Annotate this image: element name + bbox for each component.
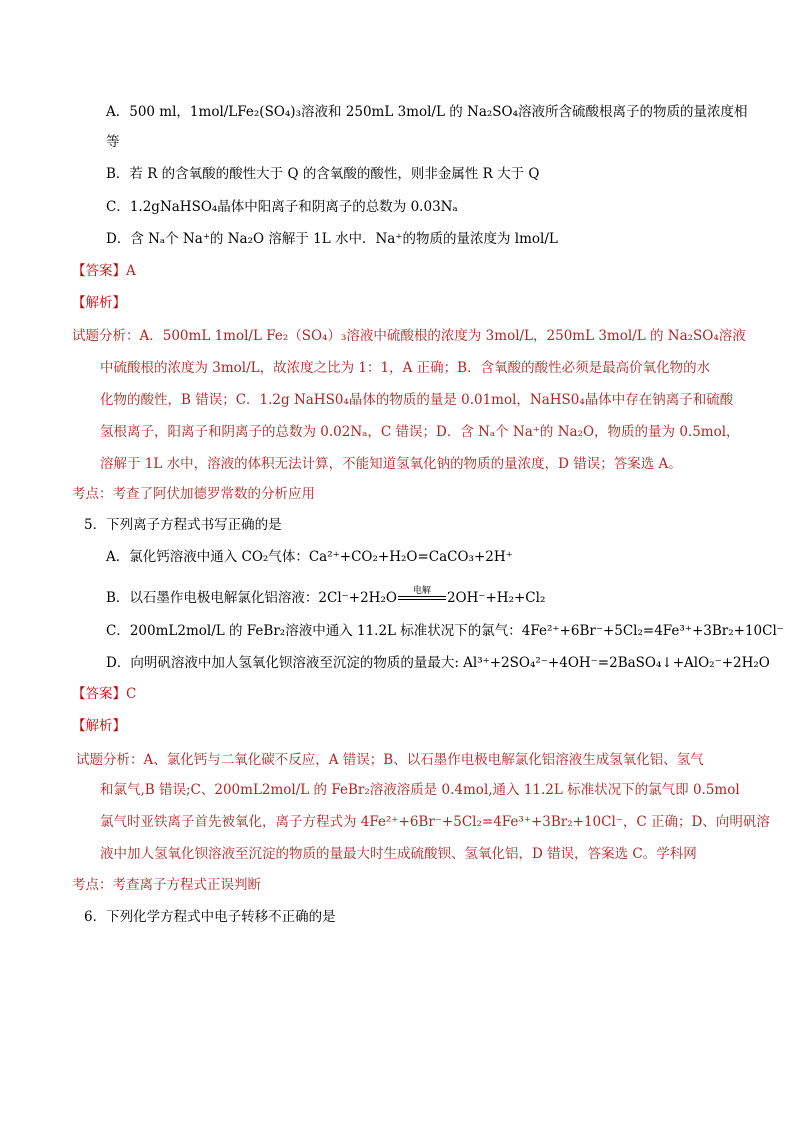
answer-tag: 【答案】 bbox=[72, 263, 126, 279]
q4-option-b: B．若 R 的含氧酸的酸性大于 Q 的含氧酸的酸性，则非金属性 R 大于 Q bbox=[106, 166, 540, 182]
q4-analysis-line: 试题分析：A．500mL 1mol/L Fe₂（SO₄）₃溶液中硫酸根的浓度为 3mol/L，250mL 3mol/L 的 Na₂SO₄溶液 bbox=[72, 328, 746, 344]
electrolysis-arrow bbox=[398, 586, 446, 604]
q4-answer bbox=[72, 261, 136, 281]
q4-option-d: D．含 Nₐ个 Na⁺的 Na₂O 溶解于 1L 水中．Na⁺的物质的量浓度为 lmol/L bbox=[106, 231, 558, 247]
q4-option-c: C．1.2gNaHSO₄晶体中阳离子和阴离子的总数为 0.03Nₐ bbox=[106, 199, 458, 215]
q5-option-a: A．氯化钙溶液中通入 CO₂气体：Ca²⁺+CO₂+H₂O=CaCO₃+2H⁺ bbox=[106, 549, 513, 565]
q5-analysis-line: 和氯气,B 错误;C、200mL2mol/L 的 FeBr₂溶液溶质是 0.4mol,通入 11.2L 标准状况下的氯气即 0.5mol bbox=[100, 782, 740, 798]
q4-analysis-line: 溶解于 1L 水中，溶液的体积无法计算，不能知道氢氧化钠的物质的量浓度，D 错误；答案选 A。 bbox=[100, 456, 682, 472]
q6-stem: 6．下列化学方程式中电子转移不正确的是 bbox=[84, 909, 336, 925]
q5-analysis-line: 液中加人氢氧化钡溶液至沉淀的物质的量最大时生成硫酸钡、氢氧化铝，D 错误，答案选 C。学科网 bbox=[100, 846, 697, 862]
q5-option-b-post: 2OH⁻+H₂+Cl₂ bbox=[446, 590, 546, 606]
q5-analysis-tag: 【解析】 bbox=[72, 718, 126, 734]
q4-option-a-line1: A．500 ml，1mol/LFe₂(SO₄)₃溶液和 250mL 3mol/L 的 Na₂SO₄溶液所含硫酸根离子的物质的量浓度相 bbox=[106, 104, 748, 120]
q5-stem: 5．下列离子方程式书写正确的是 bbox=[84, 517, 282, 533]
q5-analysis-line: 试题分析：A、氯化钙与二氧化碳不反应，A 错误；B、以石墨作电极电解氯化铝溶液生成氢氧化铝、氢气 bbox=[76, 752, 704, 768]
q5-answer bbox=[72, 684, 136, 704]
q4-option-a-line2: 等 bbox=[106, 134, 120, 150]
answer-value: C bbox=[126, 686, 137, 702]
q4-analysis-line: 中硫酸根的浓度为 3mol/L，故浓度之比为 1：1，A 正确；B．含氧酸的酸性必须是最高价氧化物的水 bbox=[100, 360, 711, 376]
q5-analysis-line: 氯气时亚铁离子首先被氧化，离子方程式为 4Fe²⁺+6Br⁻+5Cl₂=4Fe³⁺+3Br₂+10Cl⁻，C 正确；D、向明矾溶 bbox=[100, 814, 770, 830]
q5-option-c: C．200mL2mol/L 的 FeBr₂溶液中通入 11.2L 标准状况下的氯气：4Fe²⁺+6Br⁻+5Cl₂=4Fe³⁺+3Br₂+10Cl⁻ bbox=[106, 623, 784, 639]
electrolysis-condition: 电解 bbox=[412, 586, 431, 596]
q4-analysis-line: 化物的酸性，B 错误；C．1.2g NaHS0₄晶体的物质的量是 0.01mol，NaHS0₄晶体中存在钠离子和硫酸 bbox=[100, 392, 734, 408]
q5-kaodian: 考点：考查离子方程式正误判断 bbox=[72, 877, 261, 893]
q5-option-b bbox=[106, 588, 545, 608]
q5-option-d: D．向明矾溶液中加人氢氧化钡溶液至沉淀的物质的量最大: Al³⁺+2SO₄²⁻+4OH⁻=2BaSO₄↓+AlO₂⁻+2H₂O bbox=[106, 655, 770, 671]
answer-value: A bbox=[126, 263, 136, 279]
q5-option-b-pre: B．以石墨作电极电解氯化铝溶液：2Cl⁻+2H₂O bbox=[106, 590, 397, 606]
answer-tag: 【答案】 bbox=[72, 686, 126, 702]
q4-analysis-tag: 【解析】 bbox=[72, 295, 126, 311]
q4-analysis-line: 氢根离子，阳离子和阴离子的总数为 0.02Nₐ，C 错误；D．含 Nₐ个 Na⁺的 Na₂O，物质的量为 0.5mol， bbox=[100, 424, 740, 440]
q4-kaodian: 考点：考查了阿伏加德罗常数的分析应用 bbox=[72, 486, 315, 502]
